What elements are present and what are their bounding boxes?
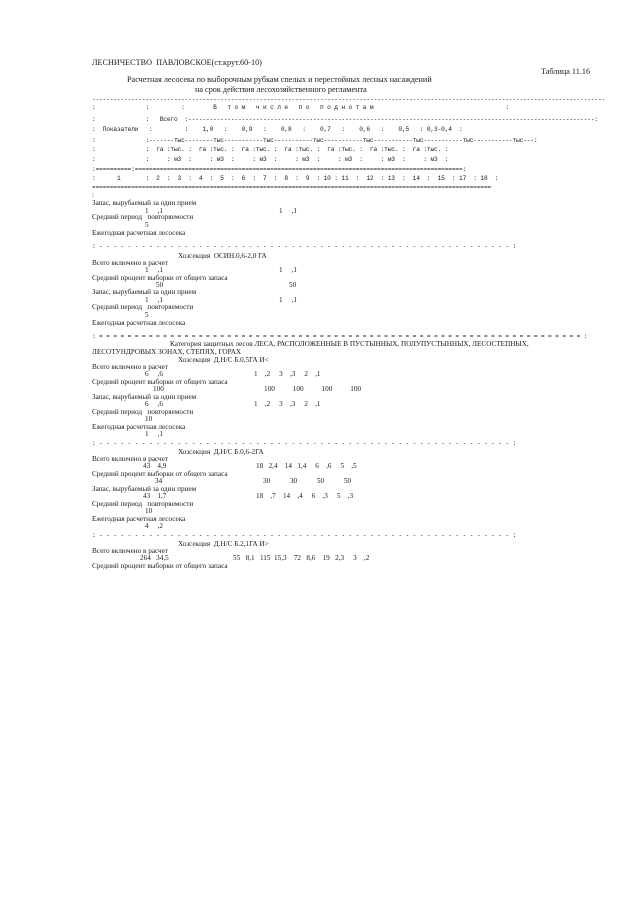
row-value-total: 1 ,1 — [145, 296, 163, 304]
row-label-repeat-period: Средний период повторяемости — [92, 213, 194, 221]
header-row-6: : : : м3 : : м3 : : м3 : : м3 : : м3 : : м3 : : м3 : — [92, 156, 449, 163]
section-title: Хозсекция Д.Н/С Б.2,1ГА И> — [178, 540, 269, 548]
row-value-total: 50 — [156, 281, 164, 289]
header-rule-top: ------------------------------------------------------------------------------------------------------------------------------------------------ — [92, 96, 606, 103]
row-label-total-included: Всего включено в расчет — [92, 363, 168, 371]
row-value-period: 5 — [145, 311, 149, 319]
row-value-total: 6 ,6 — [145, 400, 163, 408]
row-value-period: 10 — [145, 415, 153, 423]
row-label-annual-cut: Ежегодная расчетная лесосека — [92, 423, 186, 431]
row-label-harvest-stock: Запас, вырубаемый за один прием — [92, 288, 197, 296]
row-label-harvest-stock: Запас, вырубаемый за один прием — [92, 199, 197, 207]
row-value-subcolumns: 18 ,7 14 ,4 6 ,3 5 ,3 — [256, 492, 354, 500]
table-number: Таблица 11.16 — [541, 67, 591, 76]
row-label-total-included: Всего включено в расчет — [92, 455, 168, 463]
row-value-total: 1 ,1 — [145, 207, 163, 215]
row-value-total: 264 34,5 — [140, 554, 169, 562]
row-label-annual-cut: Ежегодная расчетная лесосека — [92, 515, 186, 523]
row-value-annual-cut: 1 ,1 — [145, 430, 163, 438]
forestry-title: ЛЕСНИЧЕСТВО ПАВЛОВСКОЕ(ст.крут.60-10) — [92, 58, 262, 67]
row-label-annual-cut: Ежегодная расчетная лесосека — [92, 319, 186, 327]
row-value-total: 43 1,7 — [143, 492, 167, 500]
row-value-subcolumns: 18 2,4 14 1,4 6 ,6 5 ,5 — [256, 462, 357, 470]
category-line-2: ЛЕСОТУНДРОВЫХ ЗОНАХ, СТЕПЯХ, ГОРАХ — [92, 348, 242, 356]
category-line-1: Категория защитных лесов ЛЕСА, РАСПОЛОЖЕННЫЕ В ПУСТЫННЫХ, ПОЛУПУСТЫННЫХ, ЛЕСОСТЕПНЫХ, — [170, 340, 529, 348]
row-value-period: 10 — [145, 507, 153, 515]
row-value-period: 5 — [145, 221, 149, 229]
row-value-subcolumn: 1 ,1 — [279, 296, 297, 304]
row-label-avg-percent: Средний процент выборки от общего запаса — [92, 470, 228, 478]
table-title-line2: на срок действия лесохозяйственного регламента — [195, 85, 367, 94]
row-label-avg-percent: Средний процент выборки от общего запаса — [92, 274, 228, 282]
header-row-3: : Показатели : : 1,0 : 0,9 : 0,8 : 0,7 : 0,6 : 0,5 : 0,3-0,4 : — [92, 126, 463, 133]
separator-dashed: : - - - - - - - - - - - - - - - - - - - - - - - - - - - - - - - - - - - - - - - - - - - - - - - - - - - - - - - - - - : — [92, 440, 517, 447]
table-title-line1: Расчетная лесосека по выборочным рубкам спелых и перестойных лесных насаждений — [127, 75, 432, 84]
section-title: Хозсекция Д.Н/С Б.0,6-2ГА — [178, 448, 264, 456]
header-row-2: : : Всего :------------------------------------------------------------------------------------------------------------------: — [92, 116, 598, 123]
row-label-annual-cut: Ежегодная расчетная лесосека — [92, 229, 186, 237]
row-value-subcolumns: 1 ,2 3 ,3 2 ,1 — [254, 370, 321, 378]
header-row-1: : : : В т о м ч и с л е п о п о д н о т а м : — [92, 104, 509, 111]
row-label-harvest-stock: Запас, вырубаемый за один прием — [92, 393, 197, 401]
row-label-total-included: Всего включено в расчет — [92, 259, 168, 267]
row-label-total-included: Всего включено в расчет — [92, 547, 168, 555]
row-value-subcolumn: 50 — [289, 281, 297, 289]
row-value-total: 34 — [155, 477, 163, 485]
row-value-subcolumn: 1 ,1 — [279, 207, 297, 215]
header-row-5: : : га :тыс. : га :тыс. : га :тыс. : га :тыс. : га :тыс. : га :тыс. : га :тыс. : — [92, 146, 449, 153]
row-value-total: 43 4,9 — [143, 462, 167, 470]
row-value-subcolumns: 55 8,1 115 15,3 72 8,6 19 2,3 3 ,2 — [233, 554, 370, 562]
header-rule-bottom: ================================================================================================================ — [92, 184, 492, 191]
section-title: Хозсекция Д.Н/С Б.0,5ГА И< — [178, 356, 269, 364]
row-label-harvest-stock: Запас, вырубаемый за один прием — [92, 485, 197, 493]
row-colon: : — [92, 191, 94, 199]
row-value-subcolumn: 1 ,1 — [279, 266, 297, 274]
row-value-annual-cut: 4 ,2 — [145, 522, 163, 530]
separator-dashed: : - - - - - - - - - - - - - - - - - - - - - - - - - - - - - - - - - - - - - - - - - - - - - - - - - - - - - - - - - - : — [92, 243, 517, 250]
separator-double: : = = = = = = = = = = = = = = = = = = = = = = = = = = = = = = = = = = = = = = = = = = = = = = = = = = = = = = = = = = = = = = = = = = = = : — [92, 333, 588, 340]
section-title: Хозсекция ОСИН.0,6-2,0 ГА — [178, 252, 267, 260]
row-value-subcolumns: 30 30 50 50 — [263, 477, 352, 485]
separator-dashed: : - - - - - - - - - - - - - - - - - - - - - - - - - - - - - - - - - - - - - - - - - - - - - - - - - - - - - - - - - - : — [92, 532, 517, 539]
row-label-repeat-period: Средний период повторяемости — [92, 500, 194, 508]
header-rule-double: :==========:============================================================================================: — [92, 166, 467, 173]
row-value-subcolumns: 1 ,2 3 ,3 2 ,1 — [254, 400, 321, 408]
row-label-repeat-period: Средний период повторяемости — [92, 408, 194, 416]
column-numbers-row: : 1 : 2 : 3 : 4 : 5 : 6 : 7 : 8 : 9 : 10 : 11 : 12 : 13 : 14 : 15 : 17 : 18 : — [92, 175, 499, 182]
header-row-4: : :-------тыс--------тыс-----------тыс-----------тыс-----------тыс-----------тыс-----------тыс-----------тыс---: — [92, 137, 538, 144]
row-value-total: 100 — [153, 385, 164, 393]
row-label-avg-percent: Средний процент выборки от общего запаса — [92, 562, 228, 570]
row-value-total: 1 ,1 — [145, 266, 163, 274]
row-label-avg-percent: Средний процент выборки от общего запаса — [92, 378, 228, 386]
row-label-repeat-period: Средний период повторяемости — [92, 303, 194, 311]
row-value-subcolumns: 100 100 100 100 — [264, 385, 362, 393]
row-value-total: 6 ,6 — [145, 370, 163, 378]
